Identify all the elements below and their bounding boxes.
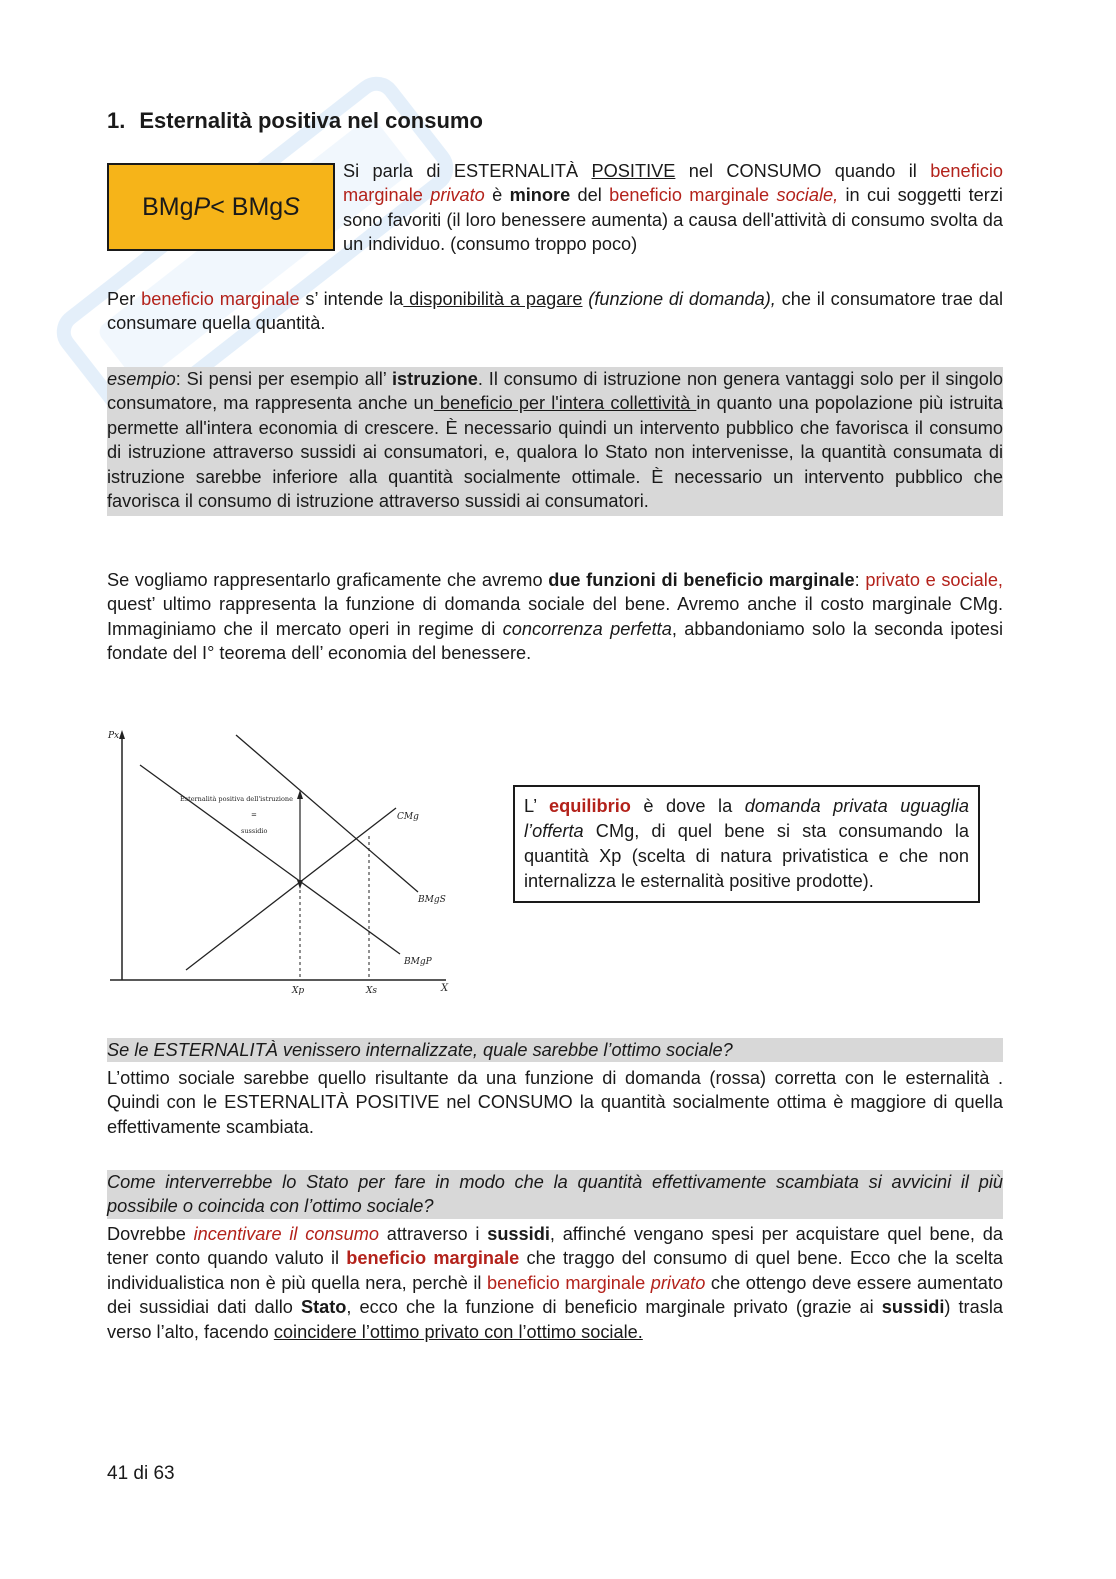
page-number: 41 di 63 <box>107 1463 175 1484</box>
formula-left: BMg <box>142 192 194 221</box>
question-2: Come interverrebbe lo Stato per fare in modo che la quantità effettivamente scambiata si avvicini il più possibile o coincida con l’ottimo sociale? <box>107 1170 1003 1219</box>
question-1: Se le ESTERNALITÀ venissero internalizzate, quale sarebbe l’ottimo sociale? <box>107 1038 1003 1062</box>
y-axis-label: Px <box>108 731 120 741</box>
answer-2: Dovrebbe incentivare il consumo attraverso i sussidi, affinché vengano spesi per acquistare quel bene, da tener conto quando valuto il beneficio marginale che traggo del consumo di quel bene. Ecco che la scelta individualistica non è più quella nera, perchè il beneficio marginale privato che ottengo deve essere aumentato dei sussidiai dati dallo Stato, ecco che la funzione di beneficio marginale privato (grazie ai sussidi) trasla verso l’alto, facendo coincidere l’ottimo privato con l’ottimo sociale. <box>107 1224 1003 1342</box>
bmgp-line <box>140 765 400 954</box>
subsidy-arrowhead-bottom <box>297 880 303 889</box>
formula-op: < BMg <box>210 192 284 221</box>
example-paragraph: esempio: Si pensi per esempio all’ istruzione. Il consumo di istruzione non genera vantaggi solo per il singolo consumatore, ma rappresenta anche un beneficio per l'intera collettività in quanto una popolazione più istruita permette all'intera economia di crescere. È necessario quindi un intervento pubblico che favorisca il consumo di istruzione attraverso sussidi ai consumatori, e, qualora lo Stato non intervenisse, la quantità consumata di istruzione sarebbe inferiore alla quantità socialmente ottimale. È necessario un intervento pubblico che favorisca il consumo di istruzione attraverso sussidi ai consumatori. <box>107 367 1003 516</box>
curve-label-bmgs: BMgS <box>418 895 446 905</box>
curve-label-bmgp: BMgP <box>404 957 432 967</box>
curve-label-cmg: CMg <box>397 812 419 822</box>
graph-intro-paragraph: Se vogliamo rappresentarlo graficamente che avremo due funzioni di beneficio marginale: privato e sociale, quest’ ultimo rappresenta la funzione di domanda sociale del bene. Avremo anche il costo marginale CMg. Immaginiamo che il mercato operi in regime di concorrenza perfetta, abbandoniamo solo la seconda ipotesi fondate del I° teorema dell’ economia del benessere. <box>107 570 1003 664</box>
y-axis-arrow <box>119 730 125 739</box>
intro-paragraph: Si parla di ESTERNALITÀ POSITIVE nel CONSUMO quando il beneficio marginale privato è minore del beneficio marginale sociale, in cui soggetti terzi sono favoriti (il loro benessere aumenta) a causa dell'attività di consumo svolta da un individuo. (consumo troppo poco) <box>343 161 1003 255</box>
formula-box <box>107 163 335 251</box>
section-heading: 1. Esternalità positiva nel consumo <box>107 108 483 133</box>
externality-chart <box>100 722 470 1007</box>
equilibrium-box: L’ equilibrio è dove la domanda privata uguaglia l’offerta CMg, di quel bene si sta consumando la quantità Xp (scelta di natura privatistica e che non internalizza le esternalità positive prodotte). <box>513 785 980 903</box>
annotation-externality: Esternalità positiva dell'istruzione <box>180 795 293 803</box>
annotation-equals: = <box>251 811 257 819</box>
cmg-line <box>186 808 396 970</box>
formula-right-italic: S <box>283 192 300 221</box>
annotation-subsidy: sussidio <box>241 827 268 835</box>
tick-label-xs: Xs <box>366 986 378 996</box>
answer-1: L’ottimo sociale sarebbe quello risultante da una funzione di domanda (rossa) corretta con le esternalità . Quindi con le ESTERNALITÀ POSITIVE nel CONSUMO la quantità socialmente ottima è maggiore di quella effettivamente scambiata. <box>107 1068 1003 1137</box>
bmgs-line <box>236 735 418 892</box>
tick-label-xp: Xp <box>292 986 305 996</box>
x-axis-label: X <box>441 983 449 994</box>
definition-paragraph: Per beneficio marginale s’ intende la disponibilità a pagare (funzione di domanda), che il consumatore trae dal consumare quella quantità. <box>107 289 1003 334</box>
formula-left-italic: P <box>193 192 211 221</box>
